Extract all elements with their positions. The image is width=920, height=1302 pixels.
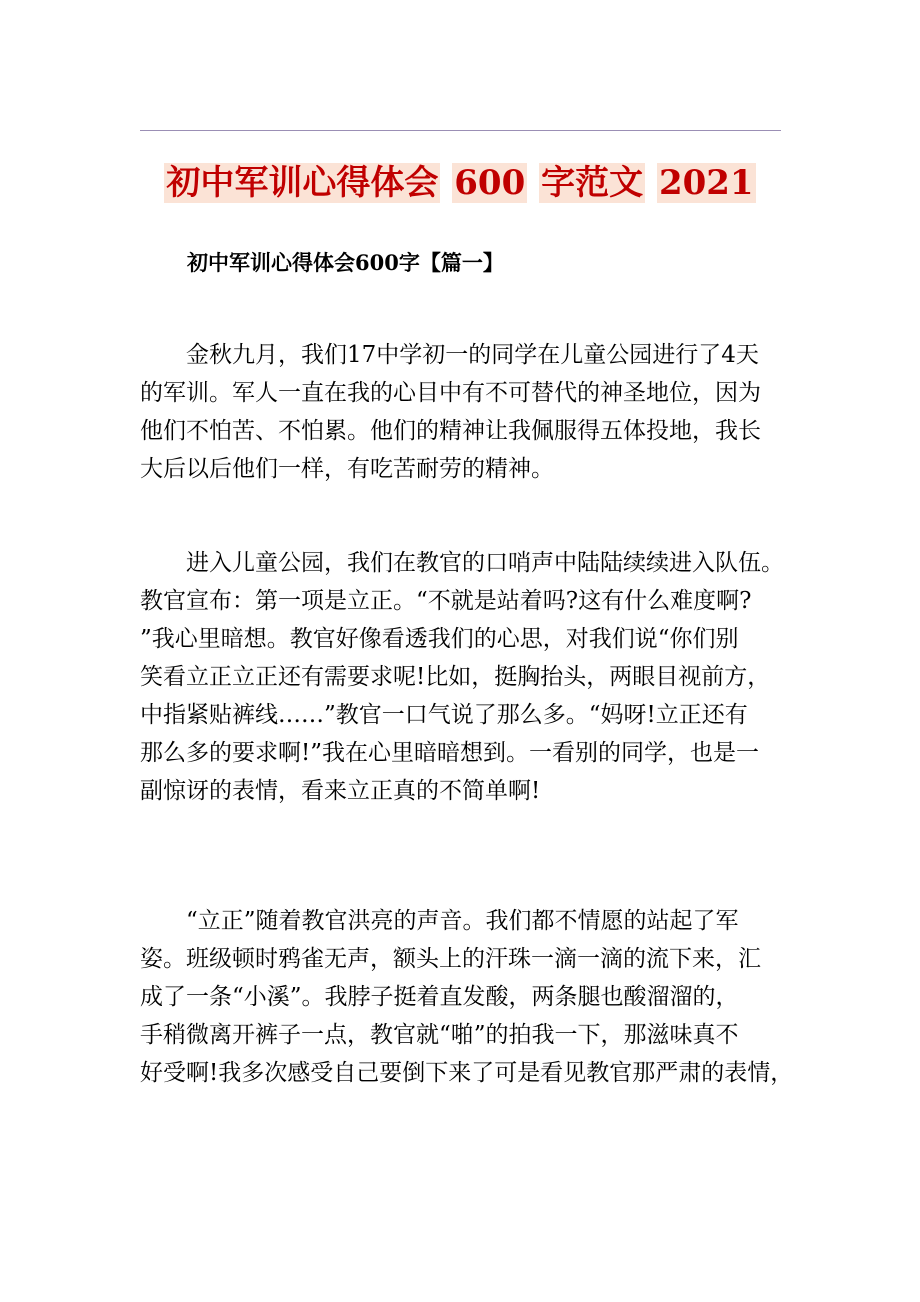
paragraph-2	[140, 544, 790, 810]
text-line: 成了一条“小溪”。我脖子挺着直发酸，两条腿也酸溜溜的，	[140, 984, 739, 1010]
text-line: 进入儿童公园，我们在教官的口哨声中陆陆续续进入队伍。	[186, 550, 784, 576]
text-line: 好受啊!我多次感受自己要倒下来了可是看见教官那严肃的表情，	[140, 1060, 794, 1086]
text-line: 金秋九月，我们17中学初一的同学在儿童公园进行了4天	[186, 342, 759, 368]
text-line: “立正”随着教官洪亮的声音。我们都不情愿的站起了军	[186, 908, 739, 934]
text-line: 那么多的要求啊!”我在心里暗暗想到。一看别的同学，也是一	[140, 740, 760, 766]
text-line: ”我心里暗想。教官好像看透我们的心思，对我们说“你们别	[140, 626, 739, 652]
paragraph-1	[140, 336, 790, 488]
section-heading: 初中军训心得体会600字【篇一】	[187, 250, 504, 275]
title-part: 字范文	[541, 163, 644, 203]
text-line: 大后以后他们一样，有吃苦耐劳的精神。	[140, 456, 554, 482]
title-part: 600	[454, 163, 526, 203]
text-line: 手稍微离开裤子一点，教官就“啪”的拍我一下，那滋味真不	[140, 1022, 739, 1048]
title-part: 2021	[658, 163, 754, 203]
text-line: 笑看立正立正还有需要求呢!比如，挺胸抬头，两眼目视前方，	[140, 664, 771, 690]
title-part: 初中军训心得体会	[166, 163, 439, 203]
header-rule	[140, 130, 781, 131]
text-line: 的军训。军人一直在我的心目中有不可替代的神圣地位，因为	[140, 380, 761, 406]
paragraph-3	[140, 902, 794, 1092]
text-line: 姿。班级顿时鸦雀无声，额头上的汗珠一滴一滴的流下来，汇	[140, 946, 761, 972]
text-line: 副惊讶的表情，看来立正真的不简单啊!	[140, 778, 541, 804]
text-line: 中指紧贴裤线……”教官一口气说了那么多。“妈呀!立正还有	[140, 702, 748, 728]
text-line: 教官宣布：第一项是立正。“不就是站着吗?这有什么难度啊?	[140, 588, 752, 614]
text-line: 他们不怕苦、不怕累。他们的精神让我佩服得五体投地，我长	[140, 418, 761, 444]
page-title	[0, 160, 920, 206]
